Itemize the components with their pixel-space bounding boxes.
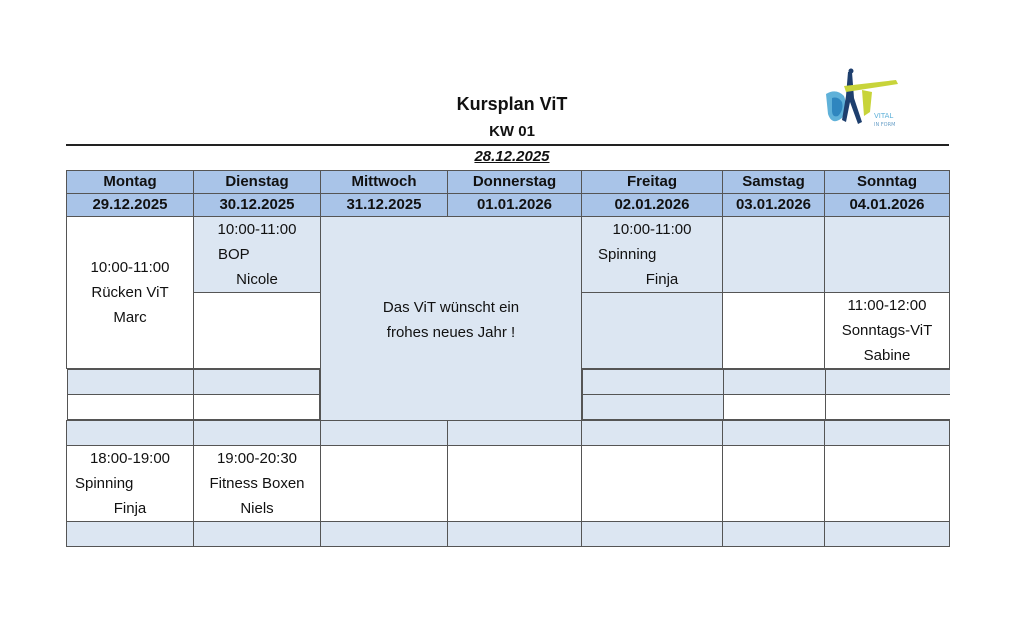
course-friday-morning bbox=[582, 217, 723, 293]
empty-cell bbox=[826, 395, 950, 420]
week-label: KW 01 bbox=[489, 123, 535, 140]
course-trainer: Finja bbox=[645, 271, 679, 288]
empty-cell bbox=[67, 522, 194, 547]
empty-cell bbox=[67, 395, 193, 420]
date-monday: 29.12.2025 bbox=[67, 194, 194, 217]
course-time: 10:00-11:00 bbox=[612, 221, 692, 238]
empty-cell bbox=[194, 421, 321, 446]
day-header-row bbox=[67, 171, 950, 194]
day-header-friday: Freitag bbox=[582, 171, 723, 194]
course-name: Rücken ViT bbox=[91, 284, 169, 301]
empty-cell bbox=[583, 395, 724, 420]
empty-cell bbox=[321, 522, 448, 547]
empty-cell bbox=[193, 395, 319, 420]
course-tuesday-evening bbox=[194, 446, 321, 522]
empty-cell bbox=[825, 421, 950, 446]
date-header-row bbox=[67, 194, 950, 217]
empty-cell bbox=[448, 421, 582, 446]
vit-logo bbox=[818, 68, 918, 134]
empty-cell bbox=[723, 421, 825, 446]
table-row bbox=[67, 217, 950, 293]
course-tuesday-morning bbox=[194, 217, 321, 293]
course-time: 11:00-12:00 bbox=[847, 297, 927, 314]
day-header-wednesday: Mittwoch bbox=[321, 171, 448, 194]
empty-cell bbox=[193, 370, 319, 395]
course-name: Sonntags-ViT bbox=[841, 322, 933, 339]
empty-cell bbox=[321, 421, 448, 446]
empty-cell bbox=[67, 421, 194, 446]
title-divider bbox=[66, 144, 949, 146]
day-header-sunday: Sonntag bbox=[825, 171, 950, 194]
course-trainer: Nicole bbox=[236, 271, 278, 288]
date-friday: 02.01.2026 bbox=[582, 194, 723, 217]
holiday-note: Das ViT wünscht ein frohes neues Jahr ! bbox=[382, 299, 520, 341]
table-row bbox=[67, 446, 950, 522]
empty-cell bbox=[582, 446, 723, 522]
empty-cell bbox=[825, 446, 950, 522]
empty-cell bbox=[724, 395, 826, 420]
day-header-monday: Montag bbox=[67, 171, 194, 194]
empty-cell bbox=[194, 293, 321, 369]
empty-cell bbox=[582, 421, 723, 446]
date-thursday: 01.01.2026 bbox=[448, 194, 582, 217]
empty-cell bbox=[723, 522, 825, 547]
course-monday-morning bbox=[67, 217, 194, 369]
svg-text:IN FORM: IN FORM bbox=[874, 122, 896, 128]
course-time: 10:00-11:00 bbox=[217, 221, 297, 238]
course-name: BOP bbox=[218, 246, 250, 263]
empty-cell bbox=[825, 217, 950, 293]
empty-cell bbox=[582, 522, 723, 547]
date-sunday: 04.01.2026 bbox=[825, 194, 950, 217]
page-title: Kursplan ViT bbox=[456, 94, 568, 114]
course-trainer: Niels bbox=[240, 500, 274, 517]
course-name: Spinning bbox=[598, 246, 657, 263]
logo-text: VITAL bbox=[874, 112, 894, 120]
course-trainer: Marc bbox=[113, 309, 147, 326]
table-row bbox=[67, 421, 950, 446]
empty-cell bbox=[825, 522, 950, 547]
empty-cell bbox=[67, 370, 193, 395]
empty-cell bbox=[448, 522, 582, 547]
empty-cell bbox=[826, 370, 950, 395]
course-name: Fitness Boxen bbox=[209, 475, 305, 492]
course-name: Spinning bbox=[75, 475, 134, 492]
empty-cell bbox=[194, 522, 321, 547]
empty-cell bbox=[582, 293, 723, 369]
empty-cell bbox=[448, 446, 582, 522]
course-time: 10:00-11:00 bbox=[90, 259, 170, 276]
empty-cell bbox=[583, 370, 724, 395]
course-time: 18:00-19:00 bbox=[89, 450, 171, 467]
course-monday-evening bbox=[67, 446, 194, 522]
empty-cell bbox=[724, 370, 826, 395]
empty-cell bbox=[723, 446, 825, 522]
day-header-tuesday: Dienstag bbox=[194, 171, 321, 194]
day-header-saturday: Samstag bbox=[723, 171, 825, 194]
date-saturday: 03.01.2026 bbox=[723, 194, 825, 217]
empty-cell bbox=[723, 293, 825, 369]
empty-cell bbox=[723, 217, 825, 293]
holiday-note-cell bbox=[321, 217, 582, 421]
course-sunday-morning bbox=[825, 293, 950, 369]
course-trainer: Finja bbox=[113, 500, 147, 517]
plan-date: 28.12.2025 bbox=[474, 148, 550, 165]
day-header-thursday: Donnerstag bbox=[448, 171, 582, 194]
course-time: 19:00-20:30 bbox=[216, 450, 298, 467]
date-wednesday: 31.12.2025 bbox=[321, 194, 448, 217]
date-tuesday: 30.12.2025 bbox=[194, 194, 321, 217]
empty-cell bbox=[321, 446, 448, 522]
course-trainer: Sabine bbox=[863, 347, 911, 364]
table-row bbox=[67, 522, 950, 547]
course-schedule-table bbox=[66, 170, 950, 547]
